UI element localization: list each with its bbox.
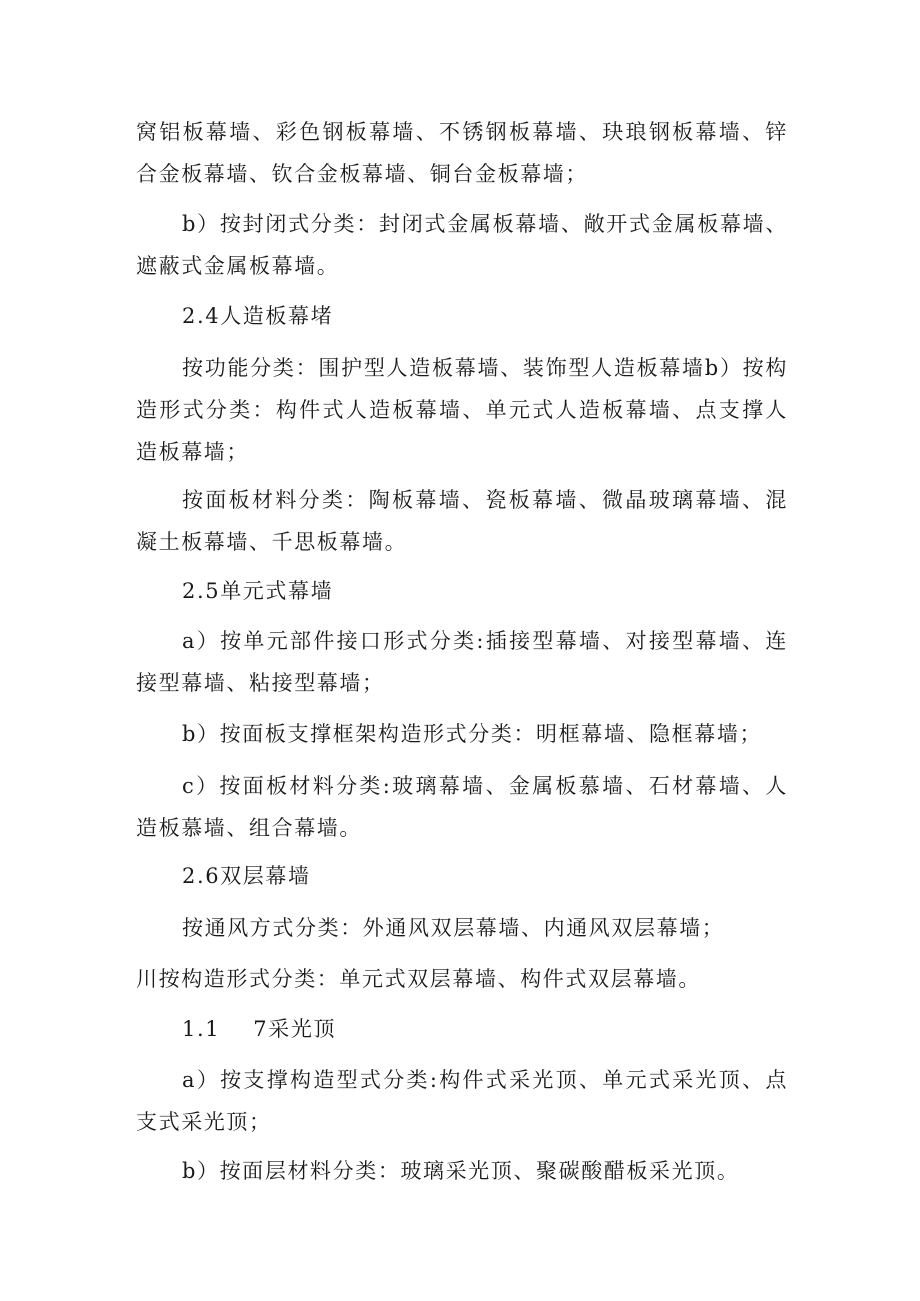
paragraph-panel-material-classification: 按面板材料分类：陶板幕墙、瓷板幕墙、微晶玻璃幕墙、混凝土板幕墙、千思板幕墙。 <box>136 488 788 554</box>
paragraph-double-skin-construction: 川按构造形式分类：单元式双层幕墙、构件式双层幕墙。 <box>136 967 701 991</box>
paragraph-skylight-support-classification: a）按支撑构造型式分类:构件式采光顶、单元式采光顶、点支式采光顶； <box>136 1068 788 1134</box>
section-heading-2-5: 2.5单元式幕墙 <box>182 579 334 603</box>
section-heading-2-4: 2.4人造板幕堵 <box>182 304 334 328</box>
section-heading-2-6: 2.6双层幕墙 <box>182 864 311 888</box>
paragraph-closure-classification: b）按封闭式分类：封闭式金属板幕墙、敞开式金属板幕墙、遮蔽式金属板幕墙。 <box>136 212 788 278</box>
section-heading-1-1-7: 1.1 7采光顶 <box>182 1017 337 1041</box>
paragraph-ventilation-classification: 按通风方式分类：外通风双层幕墙、内通风双层幕墙； <box>182 916 725 940</box>
paragraph-metal-panel-types-continued: 窝铝板幕墙、彩色钢板幕墙、不锈钢板幕墙、玦琅钢板幕墙、锌合金板幕墙、钦合金板幕墙、铜台金板幕墙； <box>136 120 788 186</box>
paragraph-skylight-material-classification: b）按面层材料分类：玻璃采光顶、聚碳酸醋板采光顶。 <box>182 1159 740 1183</box>
paragraph-face-material-classification: c）按面板材料分类:玻璃幕墙、金属板慕墙、石材幕墙、人造板慕墙、组合幕墙。 <box>136 774 788 840</box>
paragraph-unit-interface-classification: a）按单元部件接口形式分类:插接型幕墙、对接型幕墙、连接型幕墙、粘接型幕墙； <box>136 629 788 695</box>
paragraph-artificial-board-function: 按功能分类：围护型人造板幕墙、装饰型人造板幕墙b）按构造形式分类：构件式人造板幕墙、单元式人造板幕墙、点支撑人造板幕墙； <box>136 356 788 464</box>
paragraph-frame-construction-classification: b）按面板支撑框架构造形式分类：明框幕墙、隐框幕墙； <box>182 722 763 746</box>
